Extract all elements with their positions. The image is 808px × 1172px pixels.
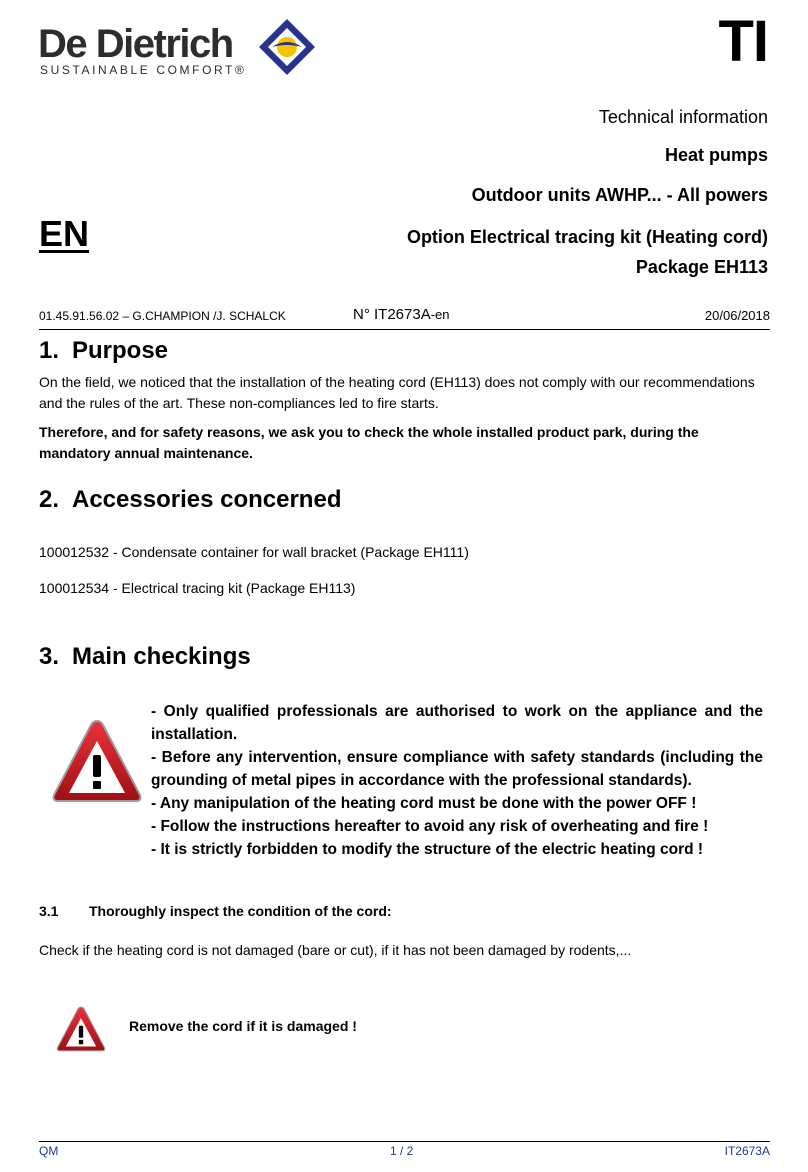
warning-item: - Follow the instructions hereafter to avoid any risk of overheating and fire !	[151, 818, 709, 835]
warning-item: - Only qualified professionals are authorised to work on the appliance and the installation.	[151, 703, 763, 743]
section-title: Purpose	[72, 337, 169, 364]
section-number: 2.	[39, 486, 60, 513]
section-number: 1.	[39, 337, 60, 364]
section-number: 3.	[39, 643, 60, 670]
doc-category: Technical information	[598, 107, 768, 127]
safety-warnings	[151, 700, 763, 861]
warning-triangle-icon	[54, 1005, 108, 1053]
section-title: Main checkings	[72, 643, 251, 670]
section-purpose-heading	[39, 337, 168, 365]
accessory-item: 100012532 - Condensate container for wall bracket (Package EH111)	[39, 544, 469, 560]
product-family: Heat pumps	[664, 145, 768, 165]
footer-divider	[39, 1141, 770, 1142]
reference-authors: 01.45.91.56.02 – G.CHAMPION /J. SCHALCK	[39, 309, 286, 323]
document-number-suffix: -en	[430, 307, 450, 322]
brand-tagline: SUSTAINABLE COMFORT®	[40, 63, 247, 77]
brand-name: De Dietrich	[38, 22, 233, 66]
product-line: Outdoor units AWHP... - All powers	[471, 185, 768, 205]
section-title: Accessories concerned	[72, 486, 342, 513]
warning-item: - It is strictly forbidden to modify the structure of the electric heating cord !	[151, 841, 704, 858]
language-code: EN	[39, 213, 90, 254]
subsection-title: Thoroughly inspect the condition of the cord:	[89, 903, 392, 919]
remove-cord-warning: Remove the cord if it is damaged !	[129, 1018, 357, 1034]
document-number	[353, 306, 450, 323]
subsection-number: 3.1	[39, 903, 59, 919]
footer-right: IT2673A	[724, 1144, 770, 1158]
package-title: Package EH113	[635, 257, 768, 277]
accessory-item: 100012534 - Electrical tracing kit (Package EH113)	[39, 580, 356, 596]
header-divider	[39, 329, 770, 330]
warning-item: - Any manipulation of the heating cord must be done with the power OFF !	[151, 795, 697, 812]
footer-left: QM	[39, 1144, 59, 1158]
option-title: Option Electrical tracing kit (Heating cord)	[406, 227, 768, 247]
subsection-text: Check if the heating cord is not damaged (bare or cut), if it has not been damaged by rodents,...	[39, 942, 632, 958]
warning-triangle-icon	[50, 717, 144, 805]
document-type: TI	[718, 9, 768, 74]
document-date: 20/06/2018	[704, 308, 770, 323]
subsection-heading	[39, 903, 392, 919]
brand-diamond-icon	[257, 17, 317, 77]
warning-item: - Before any intervention, ensure compliance with safety standards (including the grounding of metal pipes in accordance with the professional standards).	[151, 749, 763, 789]
page-number: 1 / 2	[390, 1144, 414, 1158]
section-checkings-heading	[39, 643, 251, 671]
purpose-safety-paragraph: Therefore, and for safety reasons, we ask you to check the whole installed product park, during the mandatory annual maintenance.	[39, 424, 699, 461]
purpose-paragraph: On the field, we noticed that the installation of the heating cord (EH113) does not comply with our recommendations and the rules of the art. These non-compliances led to fire starts.	[39, 374, 755, 411]
document-number-main: N° IT2673A	[353, 306, 431, 323]
section-accessories-heading	[39, 486, 341, 514]
